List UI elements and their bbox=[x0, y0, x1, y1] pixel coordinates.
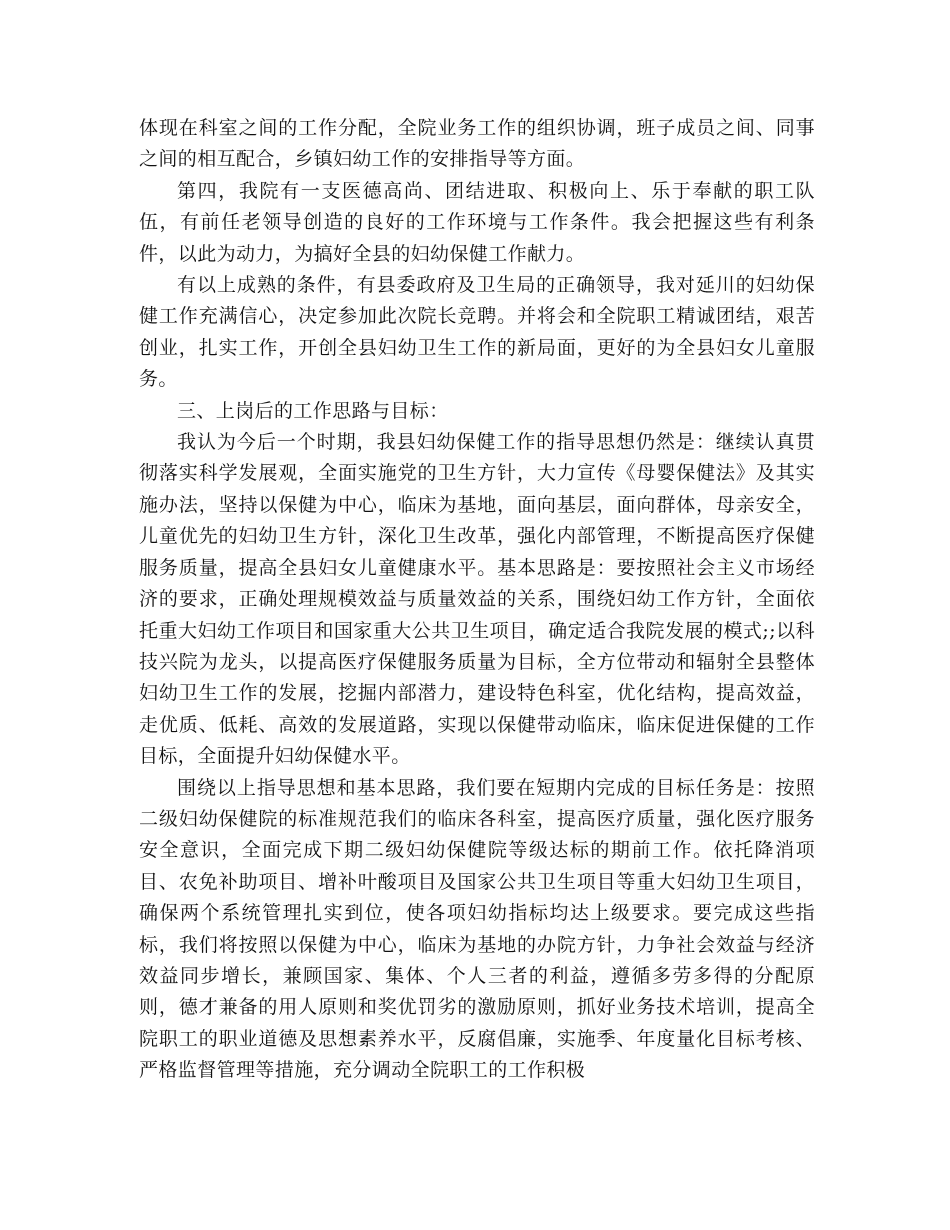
paragraph-continuation: 体现在科室之间的工作分配，全院业务工作的组织协调，班子成员之间、同事之间的相互配合，乡镇妇幼工作的安排指导等方面。 bbox=[139, 117, 815, 171]
paragraph-fourth-point: 第四，我院有一支医德高尚、团结进取、积极向上、乐于奉献的职工队伍，有前任老领导创造的良好的工作环境与工作条件。我会把握这些有利条件，以此为动力，为搞好全县的妇幼保健工作献力。 bbox=[139, 179, 815, 265]
paragraph-targets: 围绕以上指导思想和基本思路，我们要在短期内完成的目标任务是：按照二级妇幼保健院的标准规范我们的临床各科室，提高医疗质量，强化医疗服务安全意识，全面完成下期二级妇幼保健院等级达标的期前工作。依托降消项目、农免补助项目、增补叶酸项目及国家公共卫生项目等重大妇幼卫生项目，确保两个系统管理扎实到位，使各项妇幼指标均达上级要求。要完成这些指标，我们将按照以保健为中心，临床为基地的办院方针，力争社会效益与经济效益同步增长，兼顾国家、集体、个人三者的利益，遵循多劳多得的分配原则，德才兼备的用人原则和奖优罚劣的激励原则，抓好业务技术培训，提高全院职工的职业道德及思想素养水平，反腐倡廉，实施季、年度量化目标考核、严格监督管理等措施，充分调动全院职工的工作积极 bbox=[139, 776, 815, 1082]
paragraph-conditions: 有以上成熟的条件，有县委政府及卫生局的正确领导，我对延川的妇幼保健工作充满信心，决定参加此次院长竞聘。并将会和全院职工精诚团结，艰苦创业，扎实工作，开创全县妇幼卫生工作的新局面，更好的为全县妇女儿童服务。 bbox=[139, 274, 815, 391]
section-heading: 三、上岗后的工作思路与目标： bbox=[177, 399, 449, 422]
document-body bbox=[139, 113, 815, 1087]
paragraph-guiding-ideas: 我认为今后一个时期，我县妇幼保健工作的指导思想仍然是：继续认真贯彻落实科学发展观，全面实施党的卫生方针，大力宣传《母婴保健法》及其实施办法，坚持以保健为中心，临床为基地，面向基层，面向群体，母亲安全，儿童优先的妇幼卫生方针，深化卫生改革，强化内部管理，不断提高医疗保健服务质量，提高全县妇女儿童健康水平。基本思路是：要按照社会主义市场经济的要求，正确处理规模效益与质量效益的关系，围绕妇幼工作方针，全面依托重大妇幼工作项目和国家重大公共卫生项目，确定适合我院发展的模式;;以科技兴院为龙头，以提高医疗保健服务质量为目标，全方位带动和辐射全县整体妇幼卫生工作的发展，挖掘内部潜力，建设特色科室，优化结构，提高效益，走优质、低耗、高效的发展道路，实现以保健带动临床，临床促进保健的工作目标，全面提升妇幼保健水平。 bbox=[139, 431, 815, 768]
